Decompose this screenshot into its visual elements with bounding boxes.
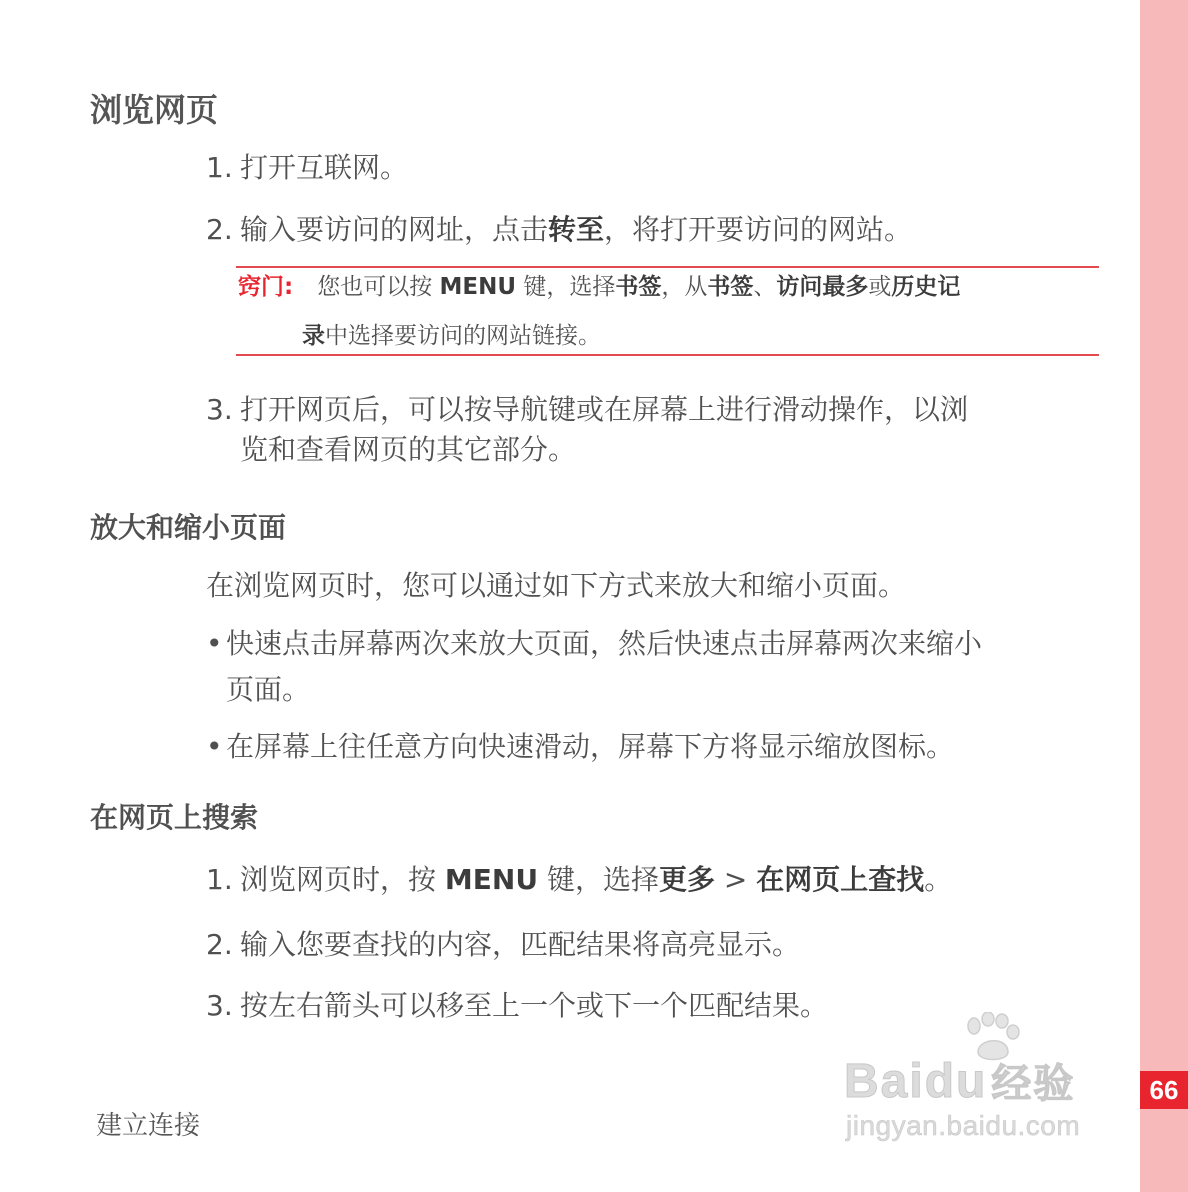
step-number: 3. xyxy=(206,393,233,426)
section-title: 浏览网页 xyxy=(90,91,219,129)
search-step-1 xyxy=(206,860,952,900)
step-text: 输入您要查找的内容，匹配结果将高亮显示。 xyxy=(240,928,801,961)
step-text: 。 xyxy=(924,863,953,896)
zoom-intro: 在浏览网页时，您可以通过如下方式来放大和缩小页面。 xyxy=(206,569,907,602)
bullet-dot: • xyxy=(206,730,223,763)
tip-keyword: 录 xyxy=(302,323,325,349)
tip-text: 或 xyxy=(868,274,892,300)
tip-keyword: 访问最多 xyxy=(776,274,869,300)
tip-label: 窍门: xyxy=(238,274,294,300)
step-number: 1. xyxy=(206,863,233,896)
watermark-url: jingyan.baidu.com xyxy=(846,1110,1081,1141)
step-keyword: 在网页上查找 xyxy=(756,863,925,896)
tip-text: 键，选择 xyxy=(516,274,616,300)
side-band xyxy=(1140,0,1188,1192)
step-text: 打开网页后，可以按导航键或在屏幕上进行滑动操作，以浏 xyxy=(240,393,969,426)
step-text: 按左右箭头可以移至上一个或下一个匹配结果。 xyxy=(240,989,829,1022)
browse-step-3 xyxy=(206,390,968,470)
step-text: ，将打开要访问的网站。 xyxy=(604,213,913,246)
step-keyword: 更多 xyxy=(658,863,715,896)
tip-line-2 xyxy=(302,312,601,360)
search-step-2 xyxy=(206,925,800,965)
footer-chapter-title: 建立连接 xyxy=(96,1111,201,1141)
bullet-text: 快速点击屏幕两次来放大页面，然后快速点击屏幕两次来缩小 xyxy=(226,627,983,660)
watermark-logo-du: du xyxy=(924,1055,988,1108)
step-text: 键，选择 xyxy=(538,863,659,896)
tip-line-1 xyxy=(238,263,960,311)
step-keyword: MENU xyxy=(444,863,539,896)
search-step-3 xyxy=(206,986,828,1026)
tip-keyword: MENU xyxy=(439,274,517,300)
tip-bottom-rule xyxy=(236,354,1099,356)
tip-keyword: 历史记 xyxy=(891,274,961,300)
step-text: 打开互联网。 xyxy=(240,151,409,184)
bullet-dot: • xyxy=(206,627,223,660)
tip-keyword: 书签 xyxy=(615,274,662,300)
step-text: 浏览网页时，按 xyxy=(240,863,445,896)
zoom-heading: 放大和缩小页面 xyxy=(90,511,287,544)
zoom-bullet-2 xyxy=(206,724,954,770)
step-number: 2. xyxy=(206,928,233,961)
page-number: 66 xyxy=(1140,1071,1188,1109)
watermark-logo-bai: Bai xyxy=(844,1055,925,1108)
step-number: 2. xyxy=(206,213,233,246)
bullet-text-continued: 页面。 xyxy=(226,673,311,706)
step-number: 1. xyxy=(206,151,233,184)
baidu-jingyan-watermark xyxy=(840,1012,1120,1147)
zoom-bullet-1 xyxy=(206,621,982,713)
tip-text: ，从 xyxy=(661,274,708,300)
search-heading: 在网页上搜索 xyxy=(90,801,259,834)
watermark-logo-cn: 经验 xyxy=(991,1062,1076,1106)
browse-step-2 xyxy=(206,210,912,250)
tip-text: 您也可以按 xyxy=(317,274,440,300)
tip-text: 中选择要访问的网站链接。 xyxy=(325,323,601,349)
step-number: 3. xyxy=(206,989,233,1022)
bullet-text: 在屏幕上往任意方向快速滑动，屏幕下方将显示缩放图标。 xyxy=(226,730,955,763)
tip-keyword: 书签 xyxy=(707,274,754,300)
browse-step-1 xyxy=(206,148,408,188)
step-keyword: 转至 xyxy=(548,213,605,246)
tip-text: 、 xyxy=(753,274,777,300)
watermark-logo xyxy=(844,1052,1075,1109)
step-text: 输入要访问的网址，点击 xyxy=(240,213,549,246)
step-text-continued: 览和查看网页的其它部分。 xyxy=(240,433,577,466)
step-text: > xyxy=(715,863,757,896)
